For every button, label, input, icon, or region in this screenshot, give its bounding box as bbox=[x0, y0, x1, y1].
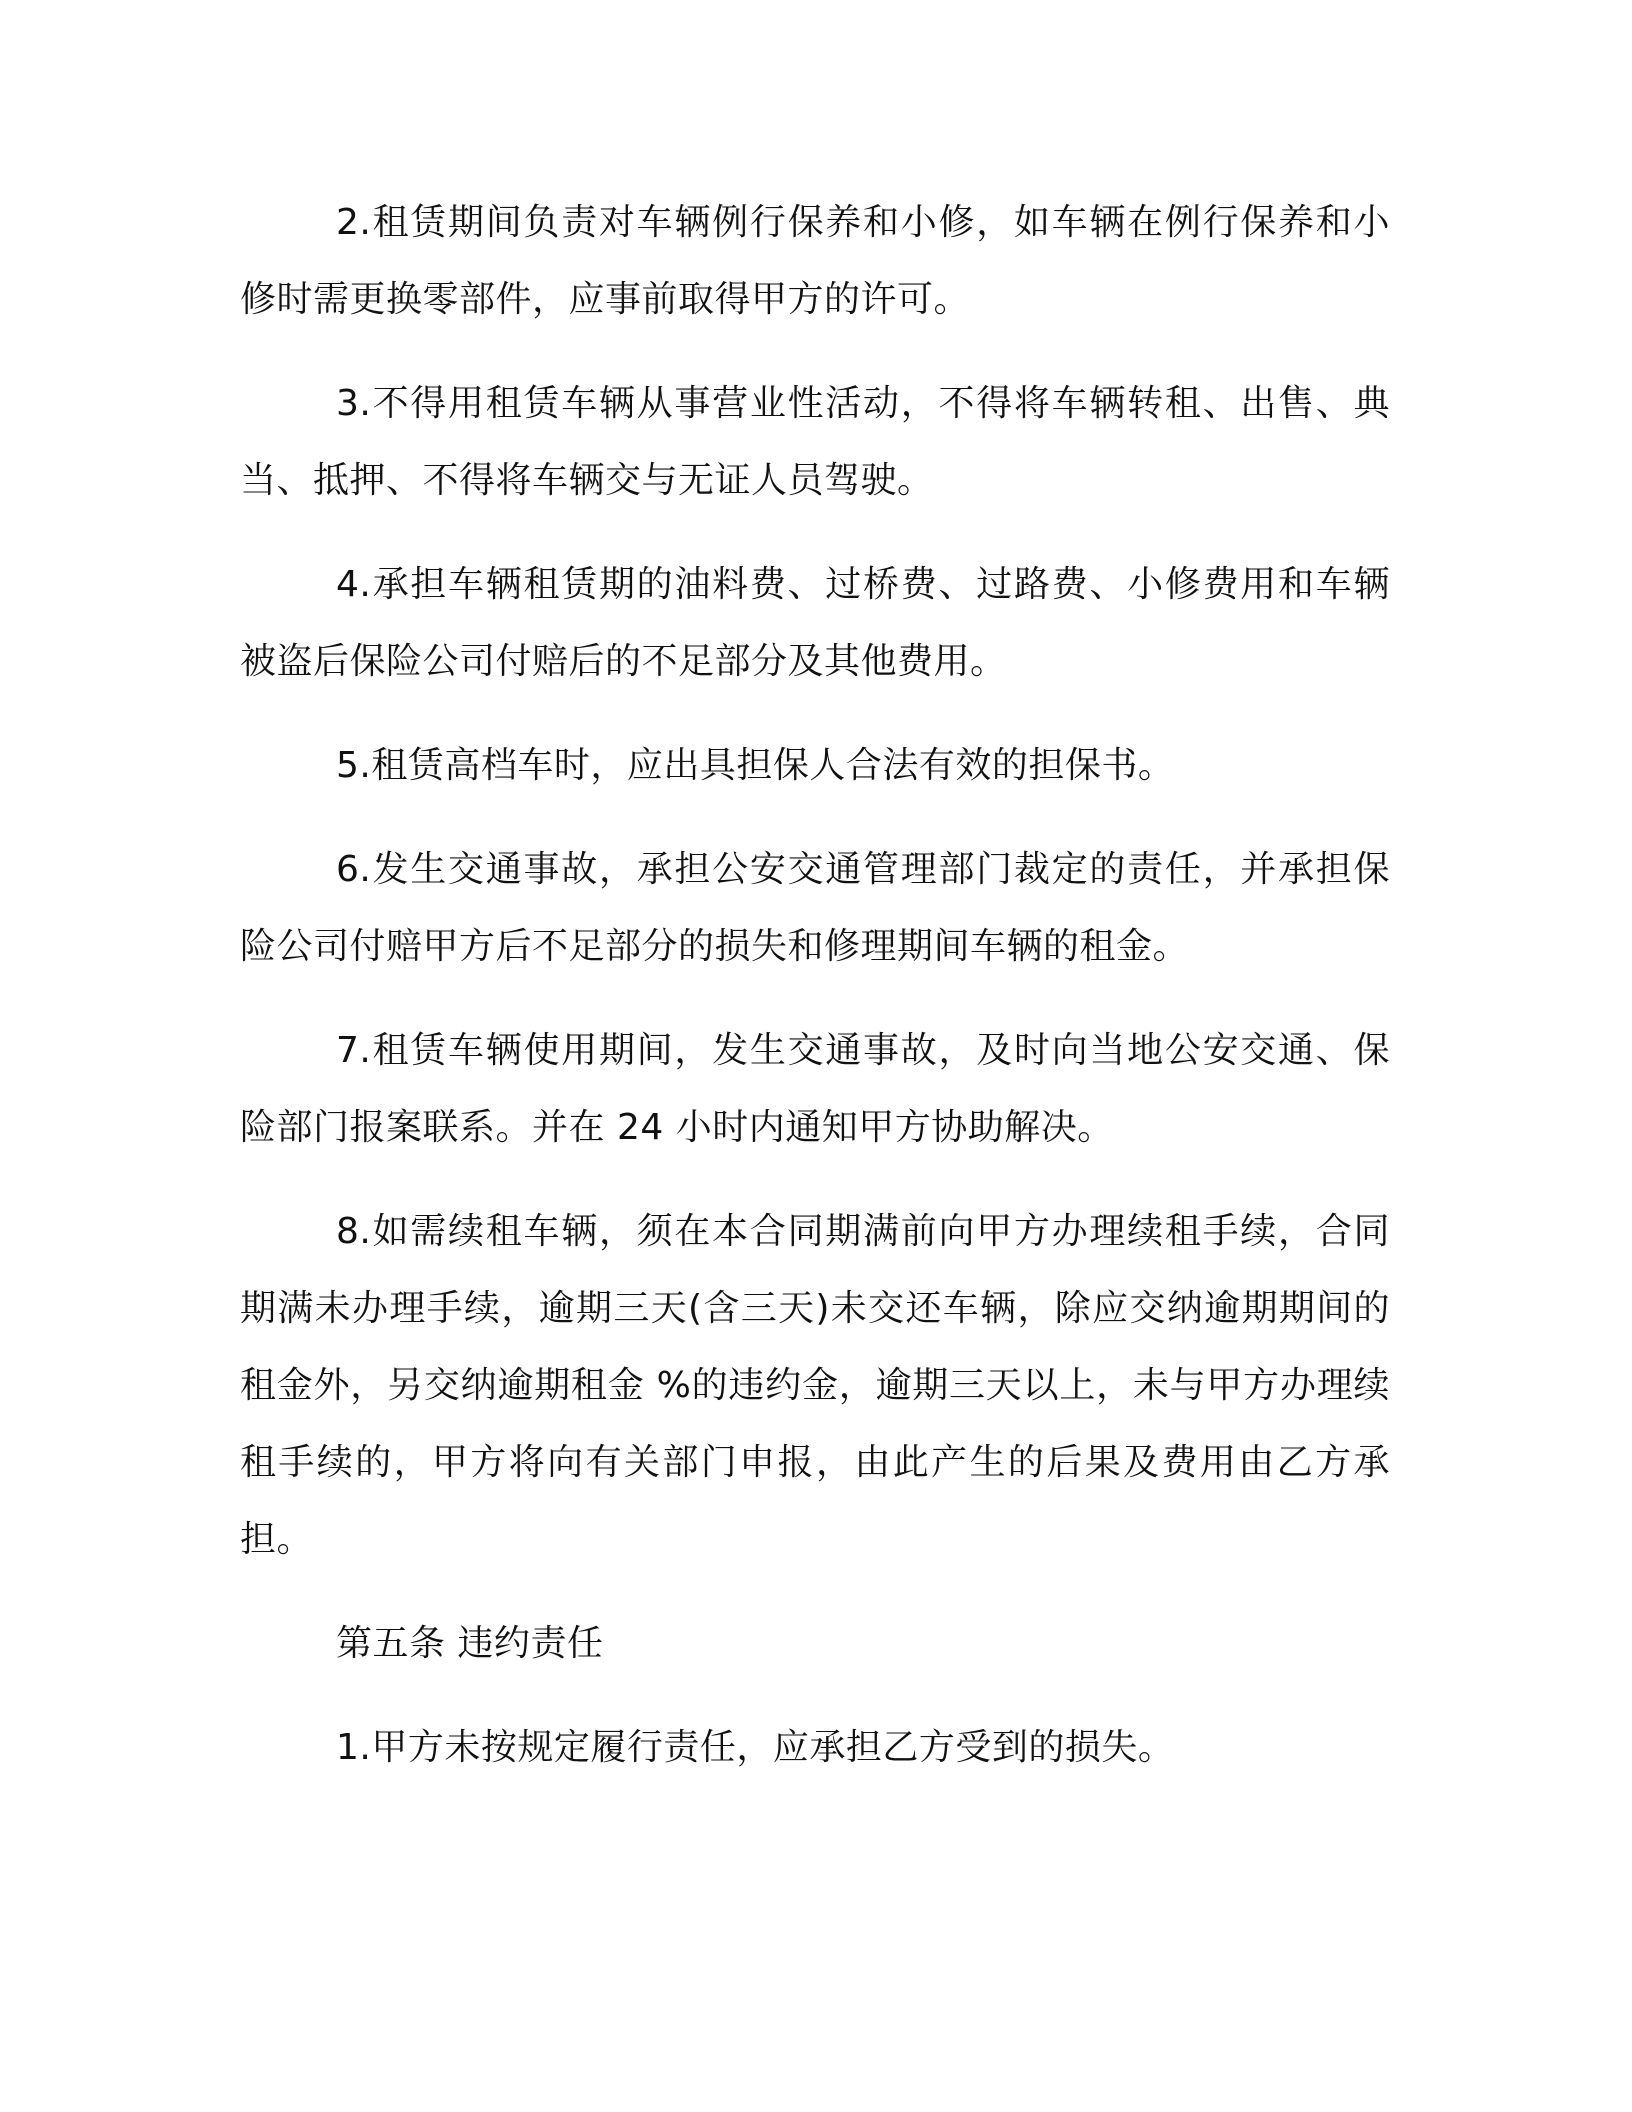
clause-5-guarantee: 5.租赁高档车时，应出具担保人合法有效的担保书。 bbox=[336, 745, 1175, 786]
clause-3-prohibited-use: 3.不得用租赁车辆从事营业性活动，不得将车辆转租、出售、典当、抵押、不得将车辆交与无证人员驾驶。 bbox=[240, 383, 1390, 501]
document-body bbox=[240, 184, 1390, 1813]
section-heading-breach: 第五条 违约责任 bbox=[336, 1623, 604, 1664]
breach-clause-1: 1.甲方未按规定履行责任，应承担乙方受到的损失。 bbox=[336, 1727, 1175, 1768]
clause-6-accident-liability: 6.发生交通事故，承担公安交通管理部门裁定的责任，并承担保险公司付赔甲方后不足部分的损失和修理期间车辆的租金。 bbox=[240, 849, 1390, 967]
clause-7-accident-report: 7.租赁车辆使用期间，发生交通事故，及时向当地公安交通、保险部门报案联系。并在 24 小时内通知甲方协助解决。 bbox=[240, 1030, 1390, 1148]
clause-4-expenses: 4.承担车辆租赁期的油料费、过桥费、过路费、小修费用和车辆被盗后保险公司付赔后的不足部分及其他费用。 bbox=[240, 564, 1390, 682]
clause-8-renewal: 8.如需续租车辆，须在本合同期满前向甲方办理续租手续，合同期满未办理手续，逾期三天(含三天)未交还车辆，除应交纳逾期期间的租金外，另交纳逾期租金 %的违约金，逾期三天以上，未与甲方办理续租手续的，甲方将向有关部门申报，由此产生的后果及费用由乙方承担。 bbox=[240, 1211, 1390, 1560]
clause-2-maintenance: 2.租赁期间负责对车辆例行保养和小修，如车辆在例行保养和小修时需更换零部件，应事前取得甲方的许可。 bbox=[240, 202, 1390, 320]
